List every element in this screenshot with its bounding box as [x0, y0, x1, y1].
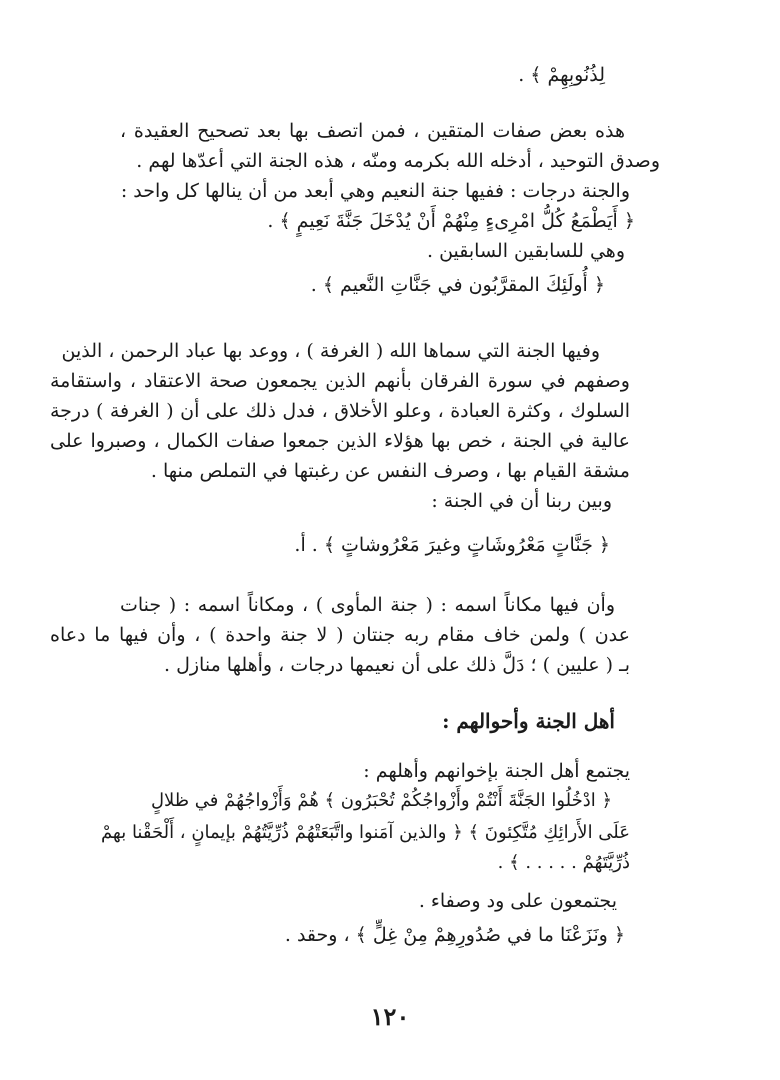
quran-verse: ﴿ ادْخُلُوا الجَنَّةَ أَنْتُمْ وأَزْواجُكُمْ تُحْبَرُون ﴾ هُمْ وَأَزْواجُهُمْ في ظلالٍ — [150, 790, 612, 811]
text-line: وبين ربنا أن في الجنة : — [431, 490, 612, 512]
text-line: عالية في الجنة ، خص بها هؤلاء الذين جمعوا صفات الكمال ، وصبروا على — [50, 430, 630, 452]
text-line: عدن ) ولمن خاف مقام ربه جنتان ( لا جنة واحدة ) ، وأن فيها ما دعاه — [50, 624, 630, 646]
quran-verse: ﴿ ونَزَعْنَا ما في صُدُورِهِمْ مِنْ غِلٍّ ﴾ ، وحقد . — [284, 924, 625, 946]
quran-verse: ذُرِّيَّتَهُمْ . . . . . ﴾ . — [497, 852, 630, 873]
text-line: هذه بعض صفات المتقين ، فمن اتصف بها بعد تصحيح العقيدة ، — [120, 120, 625, 142]
text-line: وفيها الجنة التي سماها الله ( الغرفة ) ، ووعد بها عباد الرحمن ، الذين — [61, 340, 600, 362]
text-line: لِذُنُوبِهِمْ ﴾ . — [518, 64, 605, 86]
text-line: السلوك ، وكثرة العبادة ، وعلو الأخلاق ، فدل ذلك على أن ( الغرفة ) درجة — [50, 400, 630, 422]
text-line: يجتمعون على ود وصفاء . — [418, 890, 617, 912]
text-line: بـ ( عليين ) ؛ دَلَّ ذلك على أن نعيمها درجات ، وأهلها منازل . — [164, 654, 630, 676]
text-line: وهي للسابقين السابقين . — [426, 240, 625, 262]
section-heading: أهل الجنة وأحوالهم : — [442, 709, 615, 733]
quran-verse: ﴿ جَنَّاتٍ مَعْرُوشَاتٍ وغيرَ مَعْرُوشاتٍ ﴾ . أ. — [294, 534, 610, 556]
text-line: وصدق التوحيد ، أدخله الله بكرمه ومنّه ، هذه الجنة التي أعدّها لهم . — [136, 150, 660, 172]
text-line: مشقة القيام بها ، وصرف النفس عن رغبتها في التملص منها . — [150, 460, 630, 482]
text-line: يجتمع أهل الجنة بإخوانهم وأهلهم : — [363, 760, 630, 782]
quran-verse: ﴿ أُولَئِكَ المقرَّبُون في جَنَّاتِ النَّعيم ﴾ . — [310, 274, 605, 296]
quran-verse: ﴿ أَيَطْمَعُ كُلُّ امْرِىءٍ مِنْهُمْ أَنْ يُدْخَلَ جَنَّةَ نَعِيمٍ ﴾ . — [267, 210, 635, 232]
text-line: وصفهم في سورة الفرقان بأنهم الذين يجمعون صحة الاعتقاد ، واستقامة — [50, 370, 630, 392]
quran-verse: عَلَى الأَرائِكِ مُتَّكِئونَ ﴾ ﴿ والذين آمَنوا واتَّبَعَتْهُمْ ذُرِّيَّتُهُمْ بإيمانٍ ، أَلْحَقْنا بهمْ — [100, 822, 630, 843]
text-line: والجنة درجات : ففيها جنة النعيم وهي أبعد من أن ينالها كل واحد : — [120, 180, 630, 202]
page-number: ١٢٠ — [370, 1002, 410, 1031]
text-line: وأن فيها مكاناً اسمه : ( جنة المأوى ) ، ومكاناً اسمه : ( جنات — [120, 594, 615, 616]
